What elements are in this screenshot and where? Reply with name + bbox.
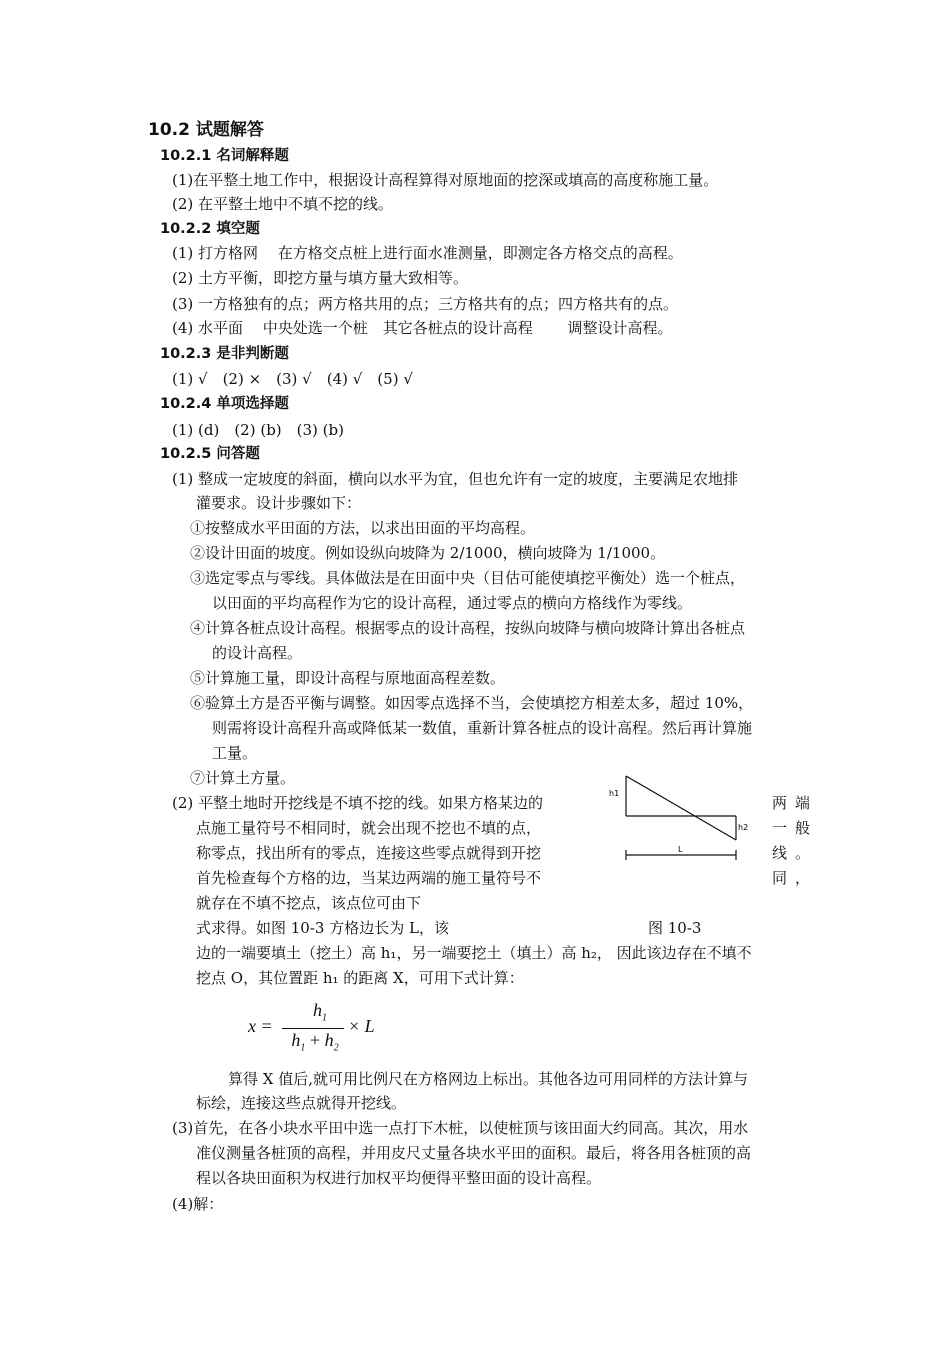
term-answer-2: (2) 在平整土地中不填不挖的线。: [172, 195, 394, 213]
qa2-left-4: 首先检查每个方格的边，当某边两端的施工量符号不: [196, 869, 542, 887]
truefalse-answers: (1) √ (2) × (3) √ (4) √ (5) √: [172, 370, 413, 388]
qa1-step-3a: ③选定零点与零线。具体做法是在田面中央（目估可能使填挖平衡处）选一个桩点，: [190, 569, 746, 587]
choice-answers: (1) (d) (2) (b) (3) (b): [172, 421, 344, 439]
fill-answer-2: (2) 土方平衡，即挖方量与填方量大致相等。: [172, 269, 469, 287]
zero-point-formula: [248, 1000, 388, 1056]
qa2-left-5: 就存在不填不挖点，该点位可由下: [196, 894, 422, 912]
qa2-right-3: 线 。: [772, 844, 810, 862]
qa3-line-3: 程以各块田面积为权进行加权平均便得平整田面的设计高程。: [196, 1169, 602, 1187]
fill-answer-4: (4) 水平面 中央处选一个桩 其它各桩点的设计高程 调整设计高程。: [172, 319, 673, 337]
heading-choice: 10.2.4 单项选择题: [160, 396, 289, 412]
qa1-step-1: ①按整成水平田面的方法，以求出田面的平均高程。: [190, 519, 536, 537]
fill-answer-3: (3) 一方格独有的点；两方格共用的点；三方格共有的点；四方格共有的点。: [172, 295, 679, 313]
qa2-tail-2: 标绘，连接这些点就得开挖线。: [196, 1094, 407, 1112]
qa1-step-6a: ⑥验算土方是否平衡与调整。如因零点选择不当，会使填挖方相差太多，超过 10%，: [190, 694, 754, 712]
qa4-line: (4)解：: [172, 1195, 224, 1213]
qa1-step-3b: 以田面的平均高程作为它的设计高程，通过零点的横向方格线作为零线。: [212, 594, 693, 612]
figure-caption: 图 10-3: [648, 919, 702, 937]
qa3-line-1: (3)首先，在各小块水平田中选一点打下木桩，以使桩顶与该田面大约同高。其次，用水: [172, 1119, 749, 1137]
qa1-step-2: ②设计田面的坡度。例如设纵向坡降为 2/1000，横向坡降为 1/1000。: [190, 544, 666, 562]
section-title: 10.2 试题解答: [148, 120, 264, 140]
qa2-left-6: 式求得。如图 10-3 方格边长为 L，该: [196, 919, 449, 937]
qa2-left-3: 称零点，找出所有的零点，连接这些零点就得到开挖: [196, 844, 542, 862]
formula-times-L: × L: [348, 1016, 375, 1036]
heading-terms: 10.2.1 名词解释题: [160, 148, 289, 164]
qa1-line-1: (1) 整成一定坡度的斜面，横向以水平为宜，但也允许有一定的坡度，主要满足农地排: [172, 470, 739, 488]
qa2-left-2: 点施工量符号不相同时，就会出现不挖也不填的点，: [196, 819, 542, 837]
qa3-line-2: 准仪测量各桩顶的高程，并用皮尺丈量各块水平田的面积。最后，将各用各桩顶的高: [196, 1144, 752, 1162]
qa2-after-1: 边的一端要填土（挖土）高 h₁，另一端要挖土（填土）高 h₂， 因此该边存在不填不: [196, 944, 752, 962]
formula-lhs: x =: [248, 1016, 273, 1036]
qa2-right-4: 同 ，: [772, 869, 810, 887]
qa2-tail-1: 算得 X 值后,就可用比例尺在方格网边上标出。其他各边可用同样的方法计算与: [228, 1070, 748, 1088]
heading-truefalse: 10.2.3 是非判断题: [160, 346, 289, 362]
figure-label-h2: h2: [738, 823, 749, 832]
qa2-left-1: (2) 平整土地时开挖线是不填不挖的线。如果方格某边的: [172, 794, 544, 812]
qa1-step-6b: 则需将设计高程升高或降低某一数值，重新计算各桩点的设计高程。然后再计算施: [212, 719, 753, 737]
fill-answer-1: (1) 打方格网 在方格交点桩上进行面水准测量，即测定各方格交点的高程。: [172, 244, 683, 262]
figure-10-3: [609, 770, 758, 870]
qa2-after-2: 挖点 O，其位置距 h₁ 的距离 X，可用下式计算：: [196, 969, 524, 987]
figure-label-L: L: [678, 845, 683, 854]
term-answer-1: (1)在平整土地工作中，根据设计高程算得对原地面的挖深或填高的高度称施工量。: [172, 171, 719, 189]
formula-denominator: $h_1 + h_2$: [291, 1030, 339, 1054]
qa2-right-2: 一 般: [772, 819, 810, 837]
figure-label-h1: h1: [609, 789, 620, 798]
qa2-right-1: 两 端: [772, 794, 810, 812]
figure-slope-line: [626, 776, 736, 840]
formula-numerator: $h_1$: [313, 1000, 327, 1024]
qa1-step-4a: ④计算各桩点设计高程。根据零点的设计高程，按纵向坡降与横向坡降计算出各桩点: [190, 619, 746, 637]
qa1-step-6c: 工量。: [212, 744, 258, 762]
heading-qa: 10.2.5 问答题: [160, 446, 260, 462]
qa1-step-4b: 的设计高程。: [212, 644, 303, 662]
qa1-step-7: ⑦计算土方量。: [190, 769, 296, 787]
heading-fill: 10.2.2 填空题: [160, 221, 260, 237]
formula-fraction-bar: [282, 1028, 344, 1029]
qa1-step-5: ⑤计算施工量，即设计高程与原地面高程差数。: [190, 669, 506, 687]
qa1-line-2: 灌要求。设计步骤如下：: [196, 494, 362, 512]
